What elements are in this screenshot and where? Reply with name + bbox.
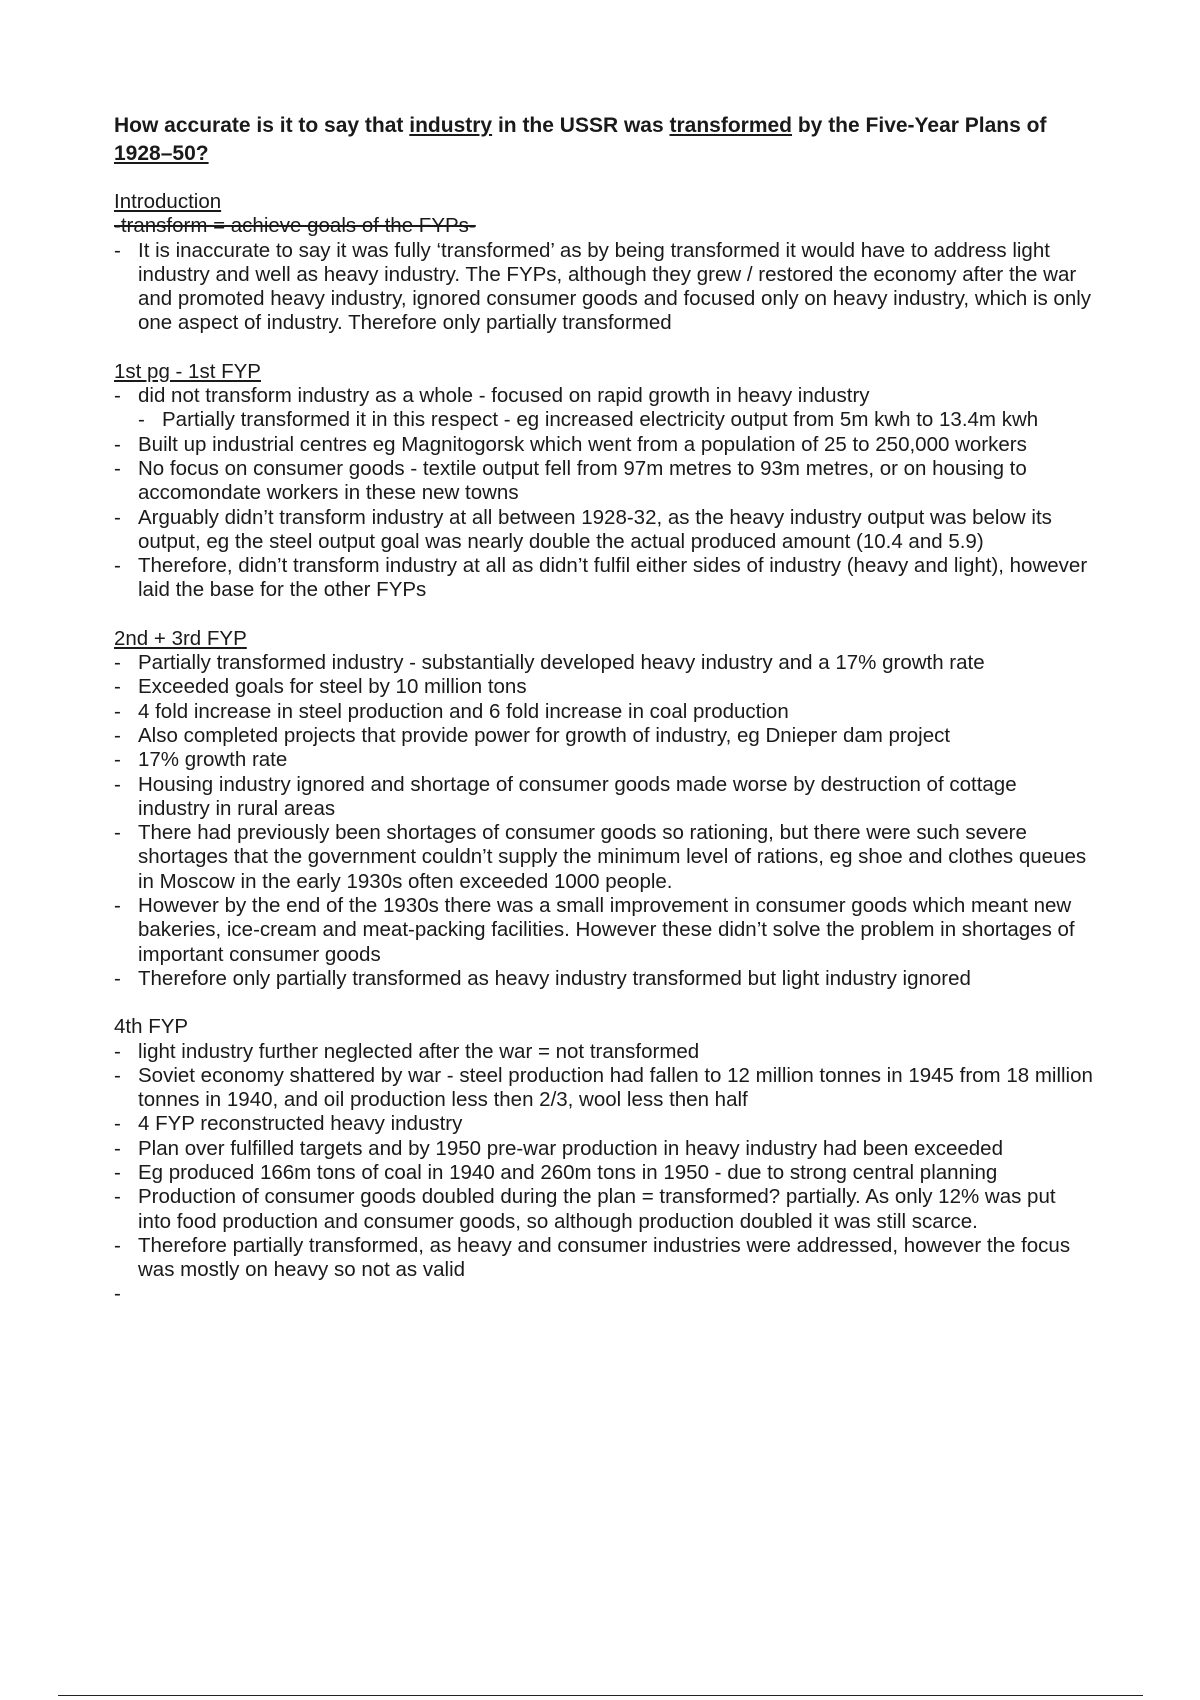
section-second-third-fyp [114, 627, 1094, 991]
fyp1-bullet-list [114, 384, 1094, 603]
struck-through-note: -transform = achieve goals of the FYPs- [114, 214, 476, 238]
list-item: - It is inaccurate to say it was fully ‘transformed’ as by being transformed it would have to address light industry and well as heavy industry. The FYPs, although they grew / restored the economy after the war and promoted heavy industry, ignored consumer goods and focused only on heavy industry, which is only one aspect of industry. Therefore only partially transformed [114, 239, 1094, 336]
title-text: How accurate is it to say that [114, 114, 410, 137]
section-heading-fourth-fyp: 4th FYP [114, 1015, 189, 1039]
list-item: - Housing industry ignored and shortage of consumer goods made worse by destruction of cottage industry in rural areas [114, 773, 1094, 822]
list-item [114, 384, 1094, 433]
fyp4-bullet-list [114, 1040, 1094, 1307]
footer-rule [58, 1695, 1143, 1696]
section-heading-first-fyp: 1st pg - 1st FYP [114, 359, 261, 383]
intro-bullet-list [114, 239, 1094, 336]
list-item: - 4 FYP reconstructed heavy industry [114, 1112, 1094, 1136]
title-underlined-dates: 1928–50? [114, 142, 209, 165]
sub-list-item: - Partially transformed it in this respect - eg increased electricity output from 5m kwh to 13.4m kwh [138, 408, 1094, 432]
list-item: - 4 fold increase in steel production and 6 fold increase in coal production [114, 700, 1094, 724]
section-first-fyp [114, 360, 1094, 603]
list-item: - light industry further neglected after the war = not transformed [114, 1040, 1094, 1064]
list-item: - Exceeded goals for steel by 10 million tons [114, 675, 1094, 699]
list-item: - No focus on consumer goods - textile output fell from 97m metres to 93m metres, or on housing to accomondate workers in these new towns [114, 457, 1094, 506]
empty-list-item [114, 1282, 1094, 1306]
list-item: - 17% growth rate [114, 748, 1094, 772]
list-item: - Partially transformed industry - substantially developed heavy industry and a 17% growth rate [114, 651, 1094, 675]
section-heading-second-third-fyp: 2nd + 3rd FYP [114, 626, 247, 650]
essay-title [114, 112, 1094, 168]
document-body [114, 112, 1094, 1331]
title-text: by the Five-Year Plans of [792, 114, 1047, 137]
list-item: - Production of consumer goods doubled during the plan = transformed? partially. As only 12% was put into food production and consumer goods, so although production doubled it was still scarce. [114, 1185, 1094, 1234]
list-item: - However by the end of the 1930s there was a small improvement in consumer goods which meant new bakeries, ice-cream and meat-packing facilities. However these didn’t solve the problem in shortages of important consumer goods [114, 894, 1094, 967]
list-item: - Arguably didn’t transform industry at all between 1928-32, as the heavy industry output was below its output, eg the steel output goal was nearly double the actual produced amount (10.4 and 5.9) [114, 506, 1094, 555]
fyp23-bullet-list [114, 651, 1094, 991]
list-item: - Soviet economy shattered by war - steel production had fallen to 12 million tonnes in 1945 from 18 million tonnes in 1940, and oil production less then 2/3, wool less then half [114, 1064, 1094, 1113]
list-item: - There had previously been shortages of consumer goods so rationing, but there were such severe shortages that the government couldn’t supply the minimum level of rations, eg shoe and clothes queues in Moscow in the early 1930s often exceeded 1000 people. [114, 821, 1094, 894]
section-introduction [114, 190, 1094, 336]
sub-bullet-list [138, 408, 1094, 432]
list-item: - Built up industrial centres eg Magnitogorsk which went from a population of 25 to 250,000 workers [114, 433, 1094, 457]
section-fourth-fyp [114, 1015, 1094, 1307]
list-item: - Eg produced 166m tons of coal in 1940 and 260m tons in 1950 - due to strong central planning [114, 1161, 1094, 1185]
list-item-text: did not transform industry as a whole - focused on rapid growth in heavy industry [138, 384, 870, 408]
title-underlined-transformed: transformed [669, 114, 793, 137]
list-item: - Therefore only partially transformed as heavy industry transformed but light industry ignored [114, 967, 1094, 991]
list-item: - Therefore, didn’t transform industry at all as didn’t fulfil either sides of industry (heavy and light), however laid the base for the other FYPs [114, 554, 1094, 603]
list-item: - Therefore partially transformed, as heavy and consumer industries were addressed, however the focus was mostly on heavy so not as valid [114, 1234, 1094, 1283]
list-item: - Plan over fulfilled targets and by 1950 pre-war production in heavy industry had been exceeded [114, 1137, 1094, 1161]
list-item: - Also completed projects that provide power for growth of industry, eg Dnieper dam project [114, 724, 1094, 748]
section-heading-introduction: Introduction [114, 190, 222, 213]
title-underlined-industry: industry [409, 114, 493, 137]
title-text: in the USSR was [492, 114, 670, 137]
